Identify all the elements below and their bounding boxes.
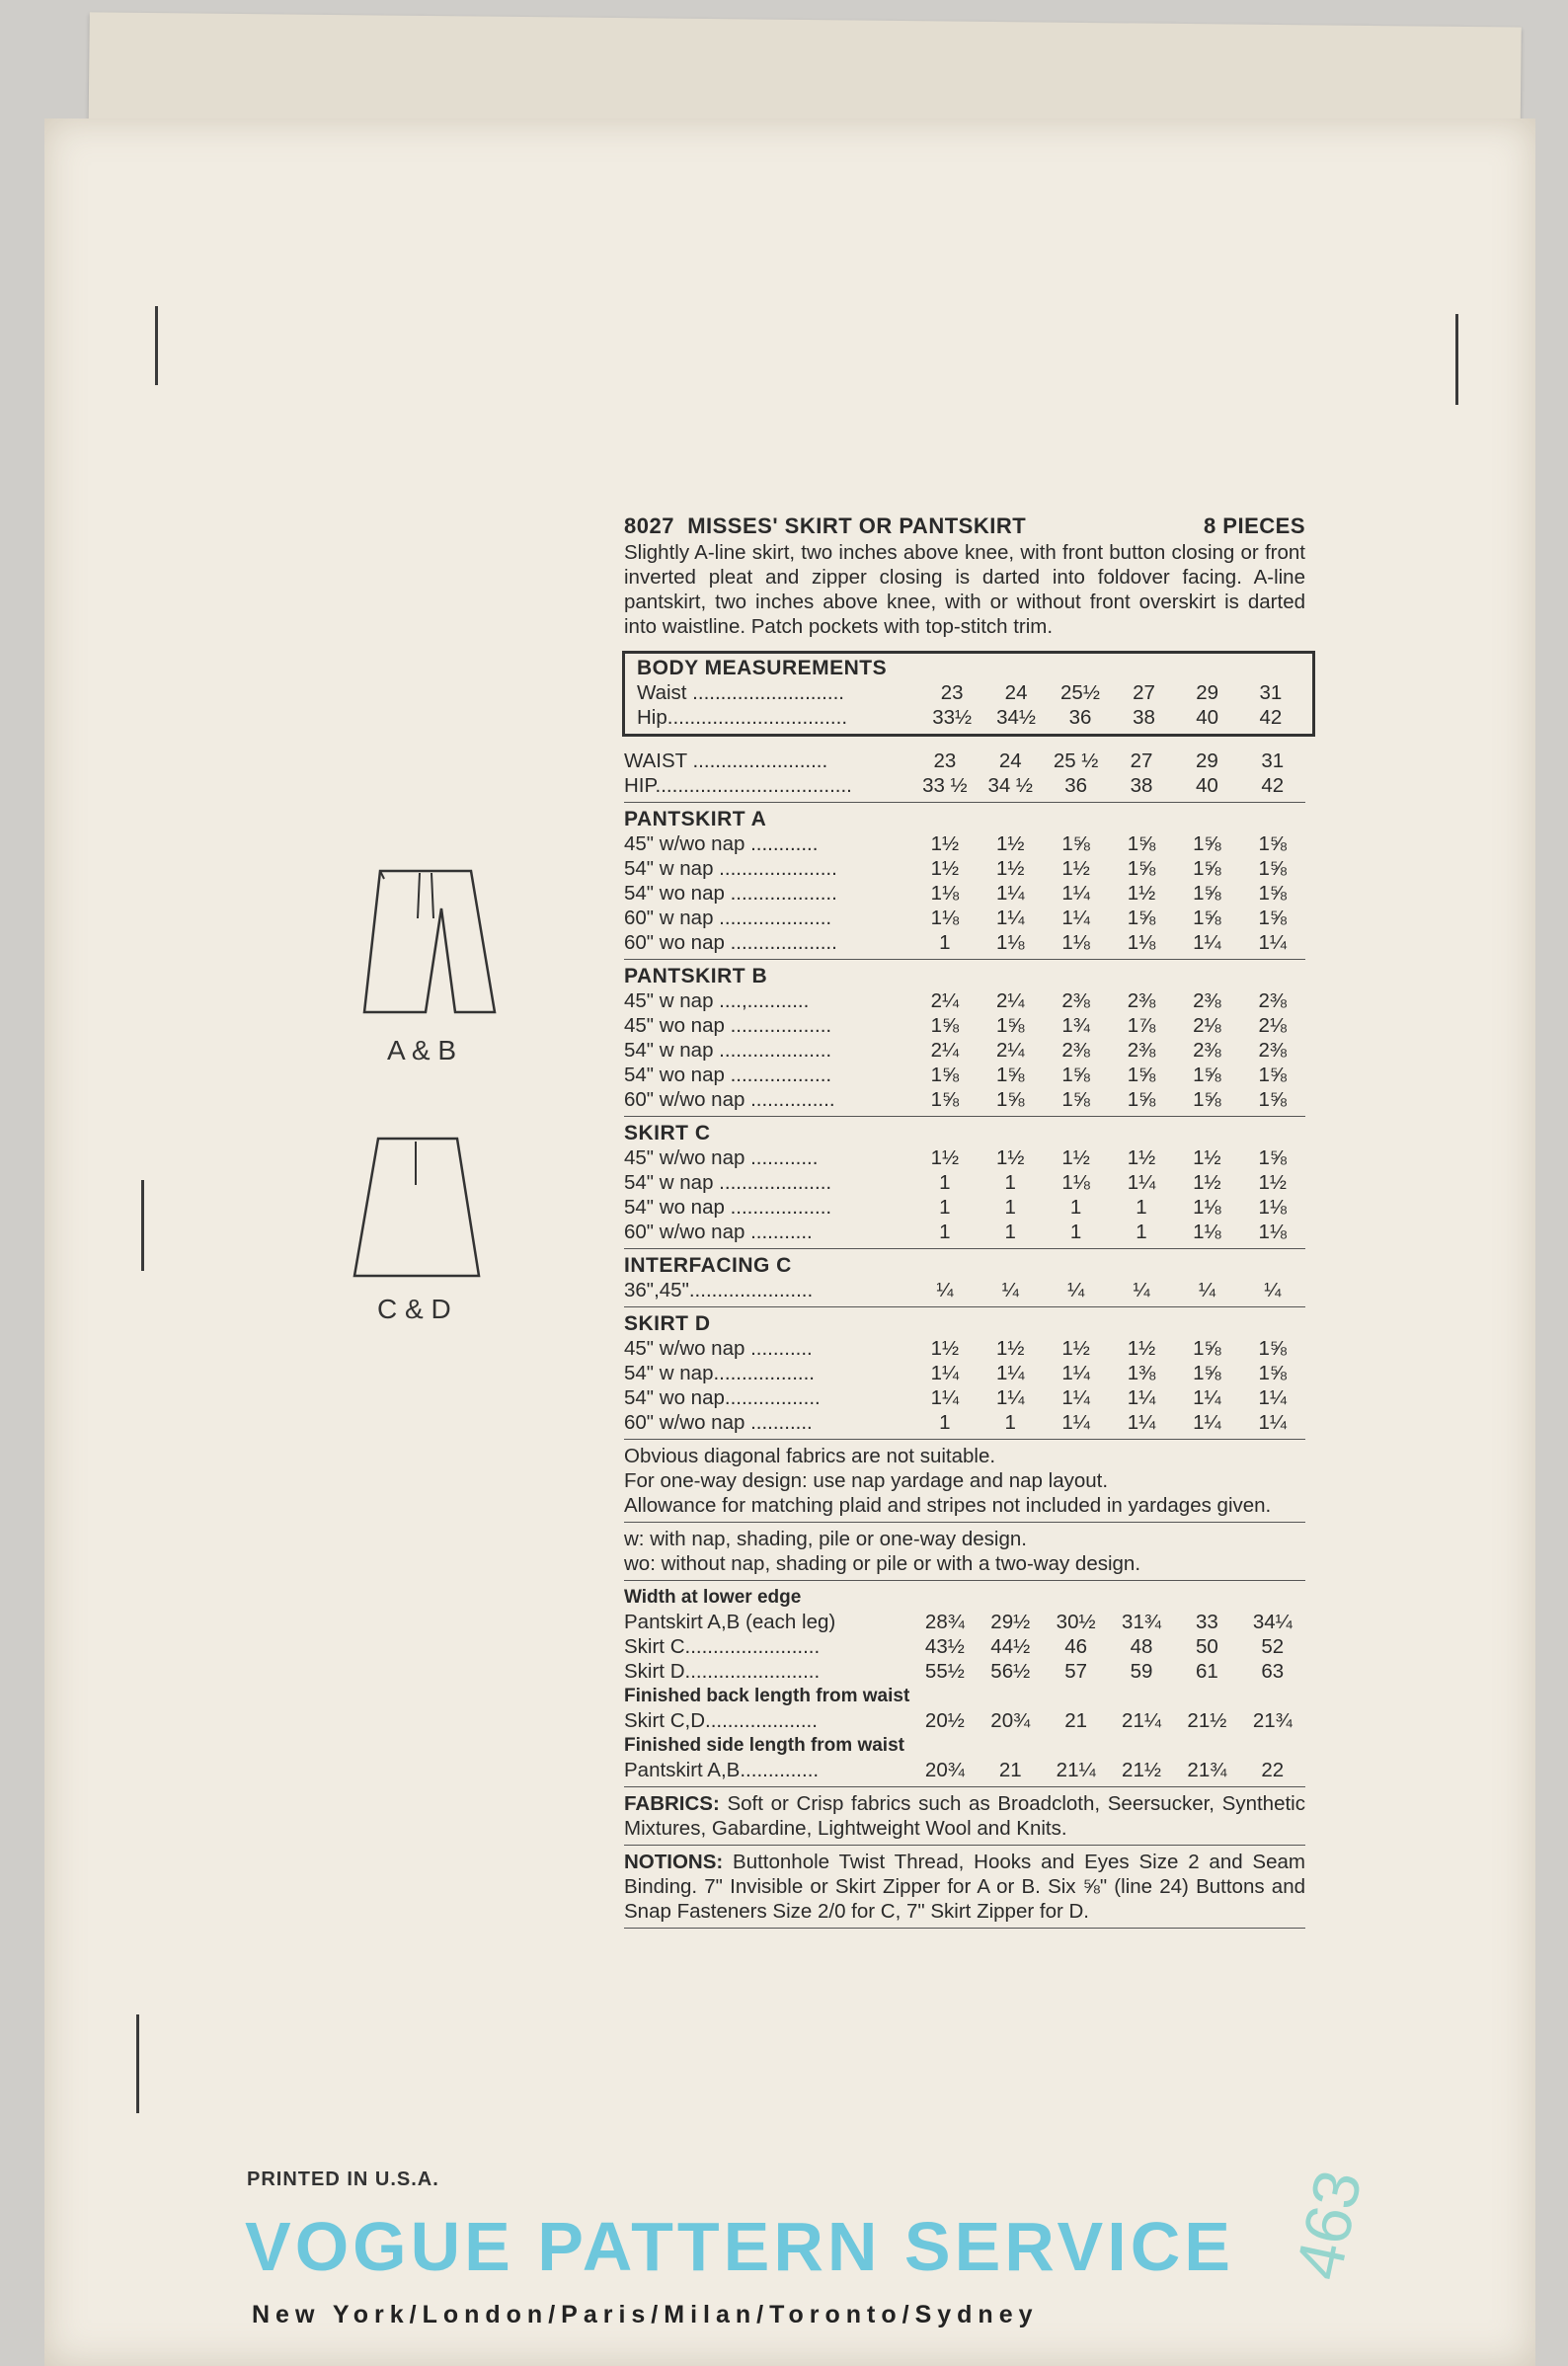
pattern-number: 8027 (624, 513, 674, 538)
table-cell: 34¼ (1252, 1611, 1293, 1633)
table-cell: 1½ (1061, 1337, 1090, 1360)
table-row (624, 1038, 1305, 1063)
table-cell: 1 (939, 1411, 951, 1434)
table-cell: 1½ (930, 857, 960, 880)
table-row (624, 1708, 1305, 1733)
table-cell: 1⅛ (930, 882, 960, 905)
table-cell: 1¼ (930, 1362, 960, 1384)
yardage-table (624, 988, 1305, 1112)
table-cell: 1⅝ (1193, 907, 1221, 929)
yardage-table (624, 1278, 1305, 1302)
row-label: 45" w/wo nap ........... (624, 1337, 813, 1360)
row-label: HIP................................... (624, 774, 852, 797)
row-label: 54" wo nap................. (624, 1386, 821, 1409)
table-cell: 21½ (1122, 1759, 1161, 1781)
table-cell: 29 (1196, 681, 1219, 704)
table-cell: 1¼ (1193, 1386, 1221, 1409)
table-cell: 1½ (930, 832, 960, 855)
yardage-table (624, 1145, 1305, 1244)
row-label: Hip................................ (637, 706, 848, 729)
table-cell: ¼ (1264, 1279, 1282, 1301)
row-label: Pantskirt A,B.............. (624, 1759, 820, 1781)
table-cell: 25½ (1060, 681, 1100, 704)
row-label: 54" w nap .................... (624, 1171, 832, 1194)
table-cell: 46 (1064, 1635, 1088, 1658)
table-cell: 20½ (924, 1709, 965, 1732)
table-cell: ¼ (936, 1279, 954, 1301)
table-cell: 1¼ (1061, 907, 1090, 929)
table-cell: 1½ (996, 857, 1025, 880)
row-label: 54" wo nap .................. (624, 1196, 832, 1219)
table-cell: 2¼ (930, 1039, 960, 1062)
table-cell: 1 (939, 1221, 951, 1243)
table-cell: 1⅝ (930, 1064, 960, 1086)
table-cell: 21¼ (1056, 1759, 1096, 1781)
section-heading: Finished back length from waist (624, 1686, 910, 1706)
table-cell: 2⅜ (1258, 1039, 1288, 1062)
table-cell: 59 (1130, 1660, 1153, 1683)
table-cell: 2⅜ (1061, 989, 1090, 1012)
table-cell: 1⅝ (1127, 1064, 1156, 1086)
table-row (637, 680, 1302, 705)
table-cell: 28¾ (924, 1611, 965, 1633)
table-cell: 1¼ (1258, 1386, 1288, 1409)
table-cell: 2¼ (996, 1039, 1025, 1062)
table-cell: 52 (1261, 1635, 1285, 1658)
table-cell: 1⅝ (996, 1088, 1025, 1111)
table-cell: 2¼ (930, 989, 960, 1012)
table-cell: 1 (1004, 1411, 1016, 1434)
table-cell: 56½ (990, 1660, 1031, 1683)
table-cell: 31 (1261, 749, 1285, 772)
table-cell: 33½ (932, 706, 973, 729)
table-cell: 20¾ (924, 1759, 965, 1781)
table-row (624, 831, 1305, 856)
table-cell: 1⅝ (1258, 1146, 1288, 1169)
table-cell: 36 (1068, 706, 1092, 729)
table-cell: 1⅛ (1193, 1196, 1221, 1219)
edge-mark (141, 1180, 144, 1271)
section-heading: BODY MEASUREMENTS (637, 657, 888, 679)
table-cell: 44½ (990, 1635, 1031, 1658)
table-cell: 42 (1261, 774, 1285, 797)
row-label: 60" w/wo nap ............... (624, 1088, 835, 1111)
table-cell: 21¾ (1252, 1709, 1293, 1732)
divider (624, 1306, 1305, 1307)
table-cell: 1⅛ (1258, 1196, 1288, 1219)
section-heading: PANTSKIRT B (624, 965, 768, 987)
table-cell: 2⅜ (1258, 989, 1288, 1012)
table-row (624, 1170, 1305, 1195)
body-measurements-box (622, 651, 1315, 737)
width-table (624, 1610, 1305, 1684)
table-cell: 1 (1069, 1196, 1082, 1219)
pantskirt-illustration (360, 869, 499, 1017)
table-cell: 1⅝ (996, 1064, 1025, 1086)
note-line: Allowance for matching plaid and stripes not included in yardages given. (624, 1494, 1272, 1517)
table-cell: 21¾ (1187, 1759, 1227, 1781)
table-cell: 1½ (1061, 857, 1090, 880)
table-cell: 2⅜ (1127, 1039, 1156, 1062)
table-cell: 23 (933, 749, 957, 772)
row-label: 60" w/wo nap ........... (624, 1221, 813, 1243)
table-cell: 2⅛ (1193, 1014, 1221, 1037)
table-cell: 1⅛ (1193, 1221, 1221, 1243)
row-label: Pantskirt A,B (each leg) (624, 1611, 836, 1633)
table-cell: 2⅜ (1061, 1039, 1090, 1062)
section-heading: PANTSKIRT A (624, 808, 767, 830)
table-cell: 1 (1136, 1196, 1147, 1219)
pattern-info (624, 513, 1305, 1932)
row-label: 60" w nap .................... (624, 907, 832, 929)
table-cell: 38 (1133, 706, 1155, 729)
section-heading: SKIRT C (624, 1122, 711, 1144)
table-cell: 42 (1259, 706, 1283, 729)
table-cell: 1⅝ (1127, 1088, 1156, 1111)
table-row (624, 1659, 1305, 1684)
table-cell: ¼ (1067, 1279, 1085, 1301)
table-cell: 1¼ (1061, 1362, 1090, 1384)
table-cell: 1⅜ (1127, 1362, 1156, 1384)
table-cell: 1⅝ (1258, 1088, 1288, 1111)
table-cell: 1¼ (1258, 931, 1288, 954)
table-cell: 1⅛ (1127, 931, 1156, 954)
table-cell: 1⅝ (1193, 882, 1221, 905)
table-cell: 1¼ (1193, 931, 1221, 954)
notions-text (624, 1850, 1305, 1924)
table-cell: 1½ (996, 1337, 1025, 1360)
table-cell: 1¾ (1061, 1014, 1090, 1037)
table-cell: 40 (1196, 706, 1219, 729)
table-cell: 1⅝ (1127, 857, 1156, 880)
table-cell: 34½ (996, 706, 1037, 729)
table-cell: 57 (1064, 1660, 1088, 1683)
table-cell: 1⅝ (1127, 907, 1156, 929)
table-cell: 1 (939, 1171, 951, 1194)
table-cell: 2¼ (996, 989, 1025, 1012)
table-cell: 36 (1064, 774, 1088, 797)
table-cell: ¼ (1133, 1279, 1150, 1301)
pattern-title (624, 513, 1026, 538)
edge-mark (155, 306, 158, 385)
table-row (624, 749, 1305, 773)
section-heading: Finished side length from waist (624, 1735, 904, 1756)
table-cell: 1⅝ (1258, 882, 1288, 905)
table-cell: 1⅝ (996, 1014, 1025, 1037)
table-cell: 1½ (1258, 1171, 1288, 1194)
table-row (624, 881, 1305, 906)
table-cell: 30½ (1056, 1611, 1096, 1633)
table-cell: 63 (1261, 1660, 1285, 1683)
row-label: 45" wo nap .................. (624, 1014, 832, 1037)
table-cell: 1⅝ (1193, 1088, 1221, 1111)
table-cell: 1¼ (1258, 1411, 1288, 1434)
back-length-table (624, 1708, 1305, 1733)
table-cell: 1¼ (996, 1386, 1025, 1409)
table-cell: 31 (1259, 681, 1283, 704)
table-cell: 2⅜ (1193, 989, 1221, 1012)
table-cell: 1½ (996, 832, 1025, 855)
row-label: 54" wo nap ................... (624, 882, 837, 905)
row-label: 45" w/wo nap ............ (624, 1146, 819, 1169)
table-cell: 1 (1136, 1221, 1147, 1243)
table-cell: 21¼ (1122, 1709, 1161, 1732)
table-cell: 2⅜ (1127, 989, 1156, 1012)
yardage-table (624, 831, 1305, 955)
table-cell: 1⅝ (1061, 1064, 1090, 1086)
table-cell: 48 (1130, 1635, 1153, 1658)
row-label: Skirt C........................ (624, 1635, 821, 1658)
table-cell: 34 ½ (987, 774, 1034, 797)
table-cell: 1⅛ (930, 907, 960, 929)
table-row (624, 1385, 1305, 1410)
table-cell: 1¼ (1193, 1411, 1221, 1434)
row-label: 54" w nap .................... (624, 1039, 832, 1062)
table-cell: 23 (940, 681, 964, 704)
table-row (624, 930, 1305, 955)
divider (624, 959, 1305, 960)
table-cell: 50 (1195, 1635, 1218, 1658)
divider (624, 1928, 1305, 1929)
table-row (624, 1610, 1305, 1634)
divider (624, 1248, 1305, 1249)
row-label: WAIST ........................ (624, 749, 828, 772)
table-cell: 1½ (1127, 882, 1156, 905)
row-label: Skirt D........................ (624, 1660, 821, 1683)
divider (624, 802, 1305, 803)
table-row (624, 1361, 1305, 1385)
table-cell: 1½ (930, 1337, 960, 1360)
side-length-table (624, 1758, 1305, 1782)
table-cell: 1⅝ (1258, 907, 1288, 929)
table-cell: 1¼ (1127, 1171, 1156, 1194)
table-cell: 27 (1130, 749, 1153, 772)
row-label: 60" w/wo nap ........... (624, 1411, 813, 1434)
table-cell: 1½ (1127, 1146, 1156, 1169)
row-label: 60" wo nap ................... (624, 931, 837, 954)
table-row (624, 1278, 1305, 1302)
table-row (624, 773, 1305, 798)
divider (624, 1116, 1305, 1117)
table-cell: 1⅝ (1258, 832, 1288, 855)
divider (624, 1786, 1305, 1787)
section-heading: SKIRT D (624, 1312, 711, 1335)
table-cell: 2⅛ (1258, 1014, 1288, 1037)
table-cell: 1⅛ (1061, 931, 1090, 954)
table-cell: 1¼ (1127, 1411, 1156, 1434)
note-line: For one-way design: use nap yardage and nap layout. (624, 1469, 1109, 1492)
table-cell: 1½ (996, 1146, 1025, 1169)
table-row (624, 988, 1305, 1013)
table-cell: 1⅛ (1258, 1221, 1288, 1243)
table-cell: 1¼ (1061, 1386, 1090, 1409)
table-cell: 1⅝ (1193, 857, 1221, 880)
table-cell: 1¼ (996, 882, 1025, 905)
table-row (624, 1195, 1305, 1220)
table-row (624, 856, 1305, 881)
pattern-name: MISSES' SKIRT OR PANTSKIRT (687, 513, 1027, 538)
number-stamp: 463 (1281, 2164, 1375, 2286)
table-cell: 1⅛ (1061, 1171, 1090, 1194)
table-cell: 1½ (930, 1146, 960, 1169)
table-cell: 1⅝ (1193, 832, 1221, 855)
table-cell: 1 (939, 1196, 951, 1219)
row-label: 54" w nap.................. (624, 1362, 815, 1384)
row-label: 54" wo nap .................. (624, 1064, 832, 1086)
table-cell: 1¼ (996, 907, 1025, 929)
header-row (624, 513, 1305, 538)
pattern-description: Slightly A-line skirt, two inches above knee, with front button closing or front inverted pleat and zipper closing is darted into foldover facing. A-line pantskirt, two inches above knee, with or without front overskirt is darted into waistline. Patch pockets with top-stitch trim. (624, 541, 1305, 638)
table-cell: 1¼ (930, 1386, 960, 1409)
table-cell: 31¾ (1122, 1611, 1161, 1633)
notions-body: Buttonhole Twist Thread, Hooks and Eyes Size 2 and Seam Binding. 7" Invisible or Skirt Zipper for A or B. Six ⅝" (line 24) Buttons and Snap Fasteners Size 2/0 for C, 7" Skirt Zipper for D. (624, 1851, 1305, 1923)
table-cell: 21 (998, 1759, 1022, 1781)
table-cell: ¼ (1198, 1279, 1215, 1301)
table-cell: ¼ (1001, 1279, 1019, 1301)
printed-in-usa: PRINTED IN U.S.A. (247, 2169, 439, 2190)
row-label: 54" w nap ..................... (624, 857, 837, 880)
table-cell: 1¼ (1127, 1386, 1156, 1409)
table-cell: 2⅜ (1193, 1039, 1221, 1062)
fabrics-body: Soft or Crisp fabrics such as Broadcloth, Seersucker, Synthetic Mixtures, Gabardine, Lightweight Wool and Knits. (624, 1792, 1305, 1840)
cities-line: New York/London/Paris/Milan/Toronto/Sydney (252, 2301, 1039, 2328)
table-cell: 21½ (1187, 1709, 1227, 1732)
table-cell: 43½ (924, 1635, 965, 1658)
table-cell: 1⅝ (1061, 832, 1090, 855)
table-cell: 1 (1004, 1171, 1016, 1194)
table-cell: 1¼ (1061, 882, 1090, 905)
row-label: Waist ........................... (637, 681, 844, 704)
table-cell: 40 (1195, 774, 1218, 797)
table-cell: 24 (998, 749, 1022, 772)
table-cell: 1 (1004, 1221, 1016, 1243)
legend-line: w: with nap, shading, pile or one-way design. (624, 1528, 1027, 1550)
divider (624, 1439, 1305, 1440)
table-cell: 21 (1064, 1709, 1088, 1732)
table-cell: 1¼ (996, 1362, 1025, 1384)
table-cell: 1⅝ (1258, 1064, 1288, 1086)
fabrics-label: FABRICS: (624, 1792, 720, 1815)
table-cell: 33 ½ (922, 774, 968, 797)
table-row (624, 1410, 1305, 1435)
table-cell: 1½ (1061, 1146, 1090, 1169)
body-measurements-table (637, 680, 1302, 730)
table-row (624, 1087, 1305, 1112)
skirt-illustration (351, 1136, 489, 1279)
table-row (624, 1758, 1305, 1782)
table-cell: 1⅝ (1061, 1088, 1090, 1111)
table-cell: 1⅝ (1258, 857, 1288, 880)
table-cell: 1⅝ (930, 1014, 960, 1037)
table-cell: 1⅝ (930, 1088, 960, 1111)
table-cell: 1¼ (1061, 1411, 1090, 1434)
piece-count: 8 PIECES (1203, 513, 1305, 538)
row-label: 36",45"...................... (624, 1279, 814, 1301)
table-cell: 61 (1195, 1660, 1218, 1683)
table-cell: 1⅝ (1193, 1064, 1221, 1086)
table-cell: 55½ (924, 1660, 965, 1683)
table-cell: 1⅞ (1127, 1014, 1156, 1037)
table-cell: 29½ (990, 1611, 1031, 1633)
table-cell: 1½ (1193, 1146, 1221, 1169)
table-cell: 1⅝ (1193, 1362, 1221, 1384)
divider (624, 1845, 1305, 1846)
table-cell: 38 (1130, 774, 1153, 797)
table-cell: 1⅛ (996, 931, 1025, 954)
table-cell: 20¾ (990, 1709, 1031, 1732)
table-row (624, 1145, 1305, 1170)
yardage-sections (624, 802, 1305, 1435)
divider (624, 1580, 1305, 1581)
table-cell: 1⅝ (1127, 832, 1156, 855)
table-row (624, 1013, 1305, 1038)
row-label: 45" w/wo nap ............ (624, 832, 819, 855)
fabric-notes (624, 1444, 1305, 1518)
edge-mark (136, 2014, 139, 2113)
table-row (624, 1220, 1305, 1244)
figure-label-cd: C & D (377, 1294, 451, 1324)
table-cell: 33 (1195, 1611, 1218, 1633)
table-cell: 1½ (1127, 1337, 1156, 1360)
table-cell: 1 (939, 931, 951, 954)
section-heading: INTERFACING C (624, 1254, 792, 1277)
nap-legend (624, 1527, 1305, 1576)
table-cell: 1 (1069, 1221, 1082, 1243)
table-cell: 1½ (1193, 1171, 1221, 1194)
fabrics-text (624, 1791, 1305, 1841)
table-row (624, 1634, 1305, 1659)
notions-label: NOTIONS: (624, 1851, 724, 1873)
table-cell: 24 (1004, 681, 1028, 704)
yardage-table (624, 1336, 1305, 1435)
table-row (624, 1336, 1305, 1361)
table-cell: 25 ½ (1053, 749, 1099, 772)
row-label: Skirt C,D.................... (624, 1709, 818, 1732)
table-row (624, 1063, 1305, 1087)
row-label: 45" w nap ....,........... (624, 989, 810, 1012)
table-cell: 27 (1133, 681, 1155, 704)
brand-logo-text: VOGUE PATTERN SERVICE (245, 2208, 1234, 2285)
note-line: Obvious diagonal fabrics are not suitable. (624, 1445, 996, 1467)
table-row (624, 906, 1305, 930)
table-cell: 1 (1004, 1196, 1016, 1219)
size-table (624, 749, 1305, 798)
edge-mark (1455, 314, 1458, 405)
table-cell: 29 (1195, 749, 1218, 772)
figure-label-ab: A & B (387, 1035, 457, 1065)
section-heading: Width at lower edge (624, 1587, 802, 1608)
table-cell: 1⅝ (1193, 1337, 1221, 1360)
legend-line: wo: without nap, shading or pile or with a two-way design. (624, 1552, 1141, 1575)
table-cell: 1⅝ (1258, 1362, 1288, 1384)
table-cell: 1⅝ (1258, 1337, 1288, 1360)
divider (624, 1522, 1305, 1523)
table-row (637, 705, 1302, 730)
table-cell: 22 (1261, 1759, 1285, 1781)
